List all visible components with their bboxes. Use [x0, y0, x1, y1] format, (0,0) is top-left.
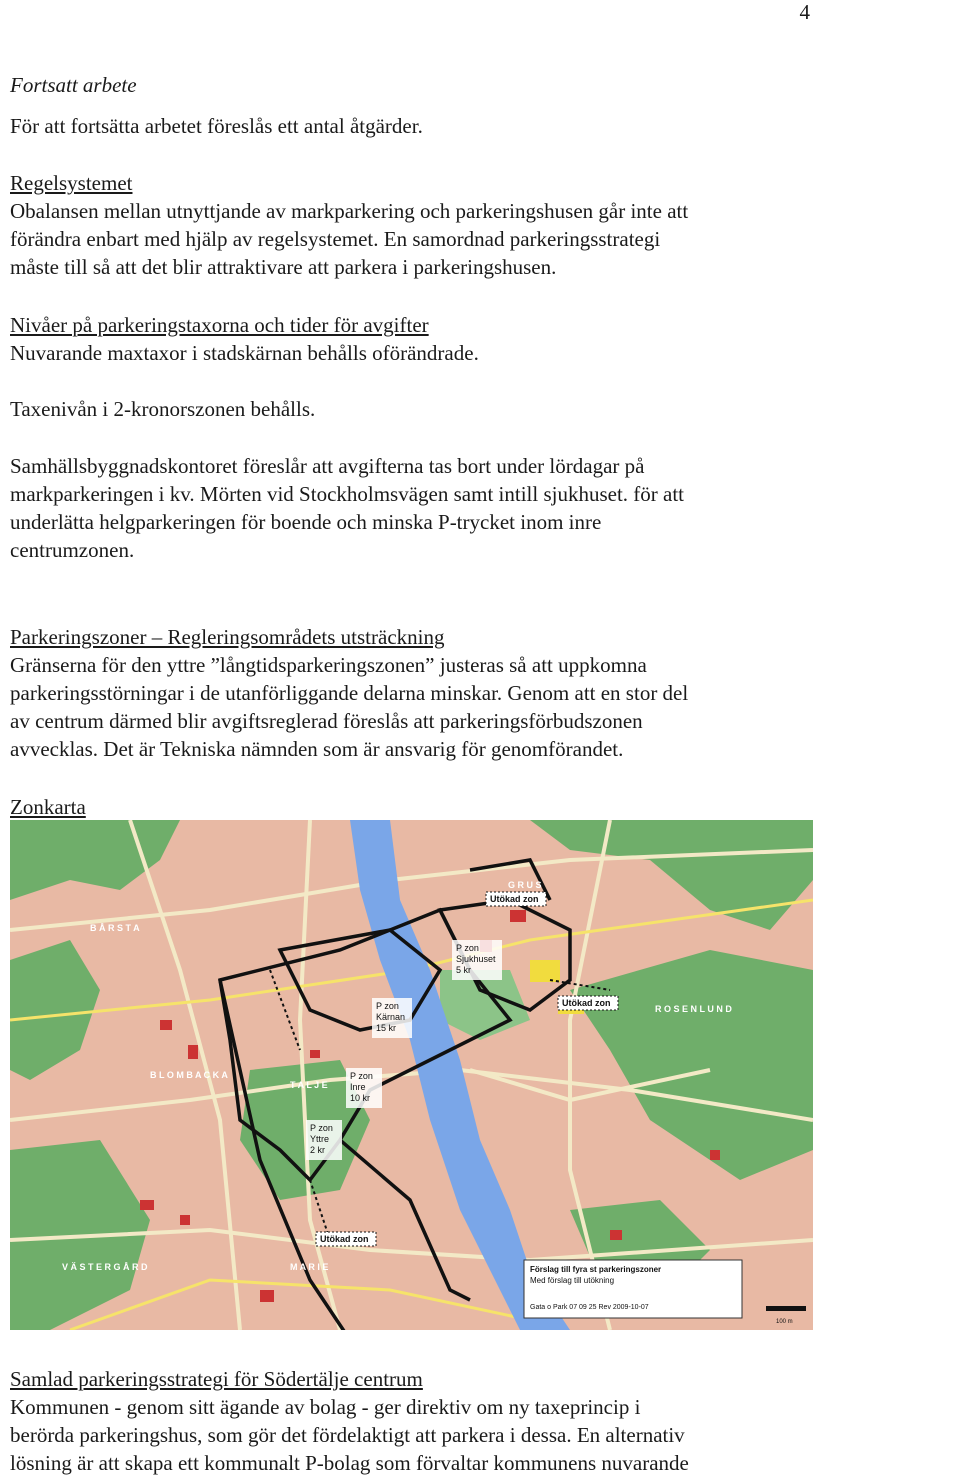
zone-sjukhuset-price: 5 kr	[456, 965, 472, 975]
nivaer-line-2: Taxenivån i 2-kronorszonen behålls.	[10, 397, 316, 421]
regelsystemet-heading: Regelsystemet	[10, 171, 133, 195]
intro-text: För att fortsätta arbetet föreslås ett antal åtgärder.	[10, 114, 423, 138]
extended-zone-label-south: Utökad zon	[320, 1234, 369, 1244]
zone-karnan-label: P zon	[376, 1001, 399, 1011]
legend-scale-label: 100 m	[776, 1319, 793, 1325]
zone-map-svg	[10, 820, 813, 1330]
samlad-heading: Samlad parkeringsstrategi för Södertälje centrum	[10, 1367, 423, 1391]
zone-map	[10, 820, 813, 1330]
zone-yttre-label: P zon	[310, 1123, 333, 1133]
zone-sjukhuset-label: P zon	[456, 943, 479, 953]
nivaer-heading: Nivåer på parkeringstaxorna och tider för avgifter	[10, 313, 429, 337]
district-label-barsta: B Å R S T A	[90, 923, 140, 933]
parkeringszoner-heading: Parkeringszoner – Regleringsområdets utsträckning	[10, 625, 445, 649]
zone-inre-name: Inre	[350, 1082, 366, 1092]
regelsystemet-line-1: Obalansen mellan utnyttjande av markparkering och parkeringshusen går inte att	[10, 199, 689, 223]
zone-inre-label: P zon	[350, 1071, 373, 1081]
legend-title: Förslag till fyra st parkeringszoner	[530, 1265, 662, 1274]
samlad-line-2: berörda parkeringshus, som gör det fördelaktigt att parkera i dessa. En alternativ	[10, 1423, 685, 1447]
district-label-vastergard: V Ä S T E R G Å R D	[62, 1262, 148, 1272]
section-heading-fortsatt-arbete: Fortsatt arbete	[10, 73, 137, 97]
district-label-marie: M A R I E	[290, 1262, 329, 1272]
extended-zone-label-north: Utökad zon	[490, 894, 539, 904]
zonkarta-heading: Zonkarta	[10, 795, 86, 819]
parkeringszoner-line-3: av centrum därmed blir avgiftsreglerad föreslås att parkeringsförbudszonen	[10, 709, 643, 733]
parkeringszoner-line-1: Gränserna för den yttre ”långtidsparkeringszonen” justeras så att uppkomna	[10, 653, 647, 677]
nivaer-para-line-1: Samhällsbyggnadskontoret föreslår att avgifterna tas bort under lördagar på	[10, 454, 645, 478]
zone-yttre-name: Yttre	[310, 1134, 330, 1144]
zone-sjukhuset-name: Sjukhuset	[456, 954, 496, 964]
district-label-rosenlund: R O S E N L U N D	[655, 1004, 732, 1014]
district-label-blombacka: B L O M B A C K A	[150, 1070, 228, 1080]
legend-subtitle: Med förslag till utökning	[530, 1276, 615, 1285]
nivaer-para-line-2: markparkeringen i kv. Mörten vid Stockholmsvägen samt intill sjukhuset. för att	[10, 482, 685, 506]
samlad-line-3: lösning är att skapa ett kommunalt P-bolag som förvaltar kommunens nuvarande	[10, 1451, 689, 1475]
legend-credit: Gata o Park 07 09 25 Rev 2009-10-07	[530, 1304, 649, 1311]
district-label-talje: T A L J E	[290, 1080, 328, 1090]
regelsystemet-line-2: förändra enbart med hjälp av regelsystemet. En samordnad parkeringsstrategi	[10, 227, 661, 251]
zone-karnan-name: Kärnan	[376, 1012, 406, 1022]
zone-inre-price: 10 kr	[350, 1093, 371, 1103]
samlad-line-1: Kommunen - genom sitt ägande av bolag - ger direktiv om ny taxeprincip i	[10, 1395, 641, 1419]
parkeringszoner-line-2: parkeringsstörningar i de utanförliggande delarna minskar. Genom att en stor del	[10, 681, 689, 705]
regelsystemet-line-3: måste till så att det blir attraktivare att parkera i parkeringshusen.	[10, 255, 557, 279]
nivaer-para-line-3: underlätta helgparkeringen för boende och minska P-trycket inom inre	[10, 510, 602, 534]
extended-zone-label-east: Utökad zon	[562, 998, 611, 1008]
nivaer-line-1: Nuvarande maxtaxor i stadskärnan behålls oförändrade.	[10, 341, 479, 365]
nivaer-para-line-4: centrumzonen.	[10, 538, 135, 562]
zone-karnan-price: 15 kr	[376, 1023, 397, 1033]
district-label-grus: G R U S	[508, 880, 542, 890]
page-number: 4	[799, 0, 810, 24]
parkeringszoner-line-4: avvecklas. Det är Tekniska nämnden som är ansvarig för genomförandet.	[10, 737, 624, 761]
zone-yttre-price: 2 kr	[310, 1145, 326, 1155]
